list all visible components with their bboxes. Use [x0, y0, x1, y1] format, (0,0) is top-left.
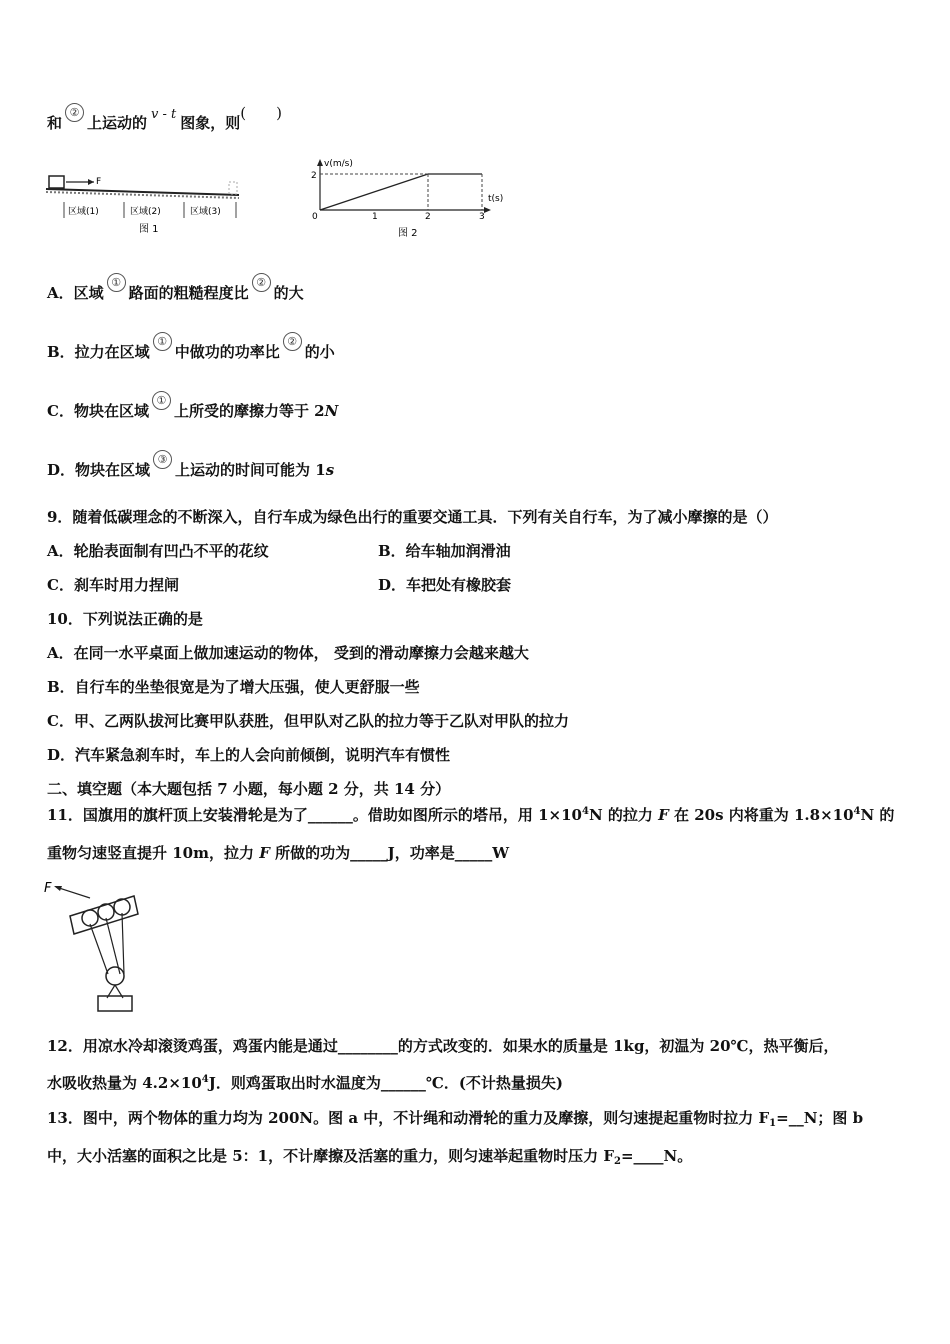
q12-line-1 [47, 1035, 839, 1056]
option-text: B．拉力在区域 [47, 343, 150, 361]
pulley-3 [114, 899, 130, 915]
pulley-2 [98, 904, 114, 920]
y-axis-label: v(m/s) [324, 159, 353, 169]
q11-text: W [492, 844, 510, 862]
answer-parentheses: ( ) [240, 104, 282, 122]
q13-text: N；图 b [803, 1109, 864, 1127]
circled-number: ② [252, 273, 271, 292]
q12-text: 的方式改变的．如果水的质量是 1kg，初温为 20℃，热平衡后， [397, 1037, 839, 1055]
figure-2-caption: 图 2 [398, 228, 418, 239]
force-symbol: F [658, 806, 669, 824]
q11-text: N 的 [860, 806, 895, 824]
x-tick-label: 3 [479, 212, 485, 222]
q10-option-a: A．在同一水平桌面上做加速运动的物体， 受到的滑动摩擦力会越来越大 [47, 644, 529, 662]
crane-force-label: F [44, 881, 52, 896]
y-tick-label: 2 [311, 171, 317, 181]
q8-option-a [47, 276, 304, 304]
q13-text: = [620, 1147, 634, 1165]
movable-pulley [106, 967, 124, 985]
q12-blank-2: ______ [380, 1074, 426, 1092]
x-axis-arrow [484, 207, 491, 213]
crane-figure [42, 878, 142, 1014]
zone-2-label: 区域(2) [130, 207, 161, 217]
q11-line-1 [47, 804, 894, 825]
q12-blank-1: ________ [337, 1037, 398, 1055]
q12-text: J．则鸡蛋取出时水温度为 [208, 1074, 381, 1092]
q10-option-b: B．自行车的坐垫很宽是为了增大压强，使人更舒服一些 [47, 678, 420, 696]
option-text: 中做功的功率比 [174, 343, 280, 361]
q13-line-2 [47, 1145, 692, 1166]
q9-option-c: C．刹车时用力捏闸 [47, 576, 179, 594]
q13-text: N。 [663, 1147, 693, 1165]
circled-number: ① [152, 391, 171, 410]
option-text: 的大 [273, 284, 304, 302]
q12-text: 水吸收热量为 4.2×10 [47, 1074, 202, 1092]
figure-1 [44, 168, 254, 238]
q9-option-b: B．给车轴加润滑油 [378, 542, 511, 560]
zone-1-label: 区域(1) [68, 207, 99, 217]
q11-text: 所做的功为 [269, 844, 351, 862]
q10-option-d: D．汽车紧急刹车时，车上的人会向前倾倒，说明汽车有惯性 [47, 746, 451, 764]
circled-number: ① [153, 332, 172, 351]
option-text: 上所受的摩擦力等于 2 [173, 402, 325, 420]
q11-blank-2: _____ [350, 844, 388, 862]
x-axis-label: t(s) [488, 194, 504, 204]
q13-line-1 [47, 1107, 863, 1128]
q11-blank-3: _____ [454, 844, 493, 862]
subscript: 2 [613, 1156, 621, 1167]
q10-stem: 10．下列说法正确的是 [47, 610, 203, 628]
option-text: C．物块在区域 [47, 402, 149, 420]
q9-option-a: A．轮胎表面制有凹凸不平的花纹 [47, 542, 269, 560]
origin-label: 0 [312, 212, 318, 222]
figure-2 [308, 156, 518, 240]
option-text: 上运动的时间可能为 1 [175, 461, 326, 479]
q11-text: N 的拉力 [588, 806, 659, 824]
crane-pull-rope [56, 887, 90, 898]
zone-3-label: 区域(3) [190, 207, 221, 217]
q12-text: 12．用凉水冷却滚烫鸡蛋，鸡蛋内能是通过 [47, 1037, 338, 1055]
section-2-heading: 二、填空题（本大题包括 7 小题，每小题 2 分，共 14 分） [47, 780, 451, 798]
circled-number: ③ [153, 450, 172, 469]
force-arrowhead [88, 179, 94, 185]
x-tick-label: 1 [372, 212, 378, 222]
circled-number: ② [283, 332, 302, 351]
option-text: A．区域 [47, 284, 104, 302]
superscript: 4 [853, 806, 861, 817]
force-label: F [96, 177, 102, 187]
y-axis-arrow [317, 159, 323, 166]
option-text: D．物块在区域 [47, 461, 151, 479]
circled-number: ① [107, 273, 126, 292]
q12-text: ℃．(不计热量损失) [425, 1074, 564, 1092]
circled-number: ② [65, 103, 84, 122]
pulley-1 [82, 910, 98, 926]
q11-text: 11．国旗用的旗杆顶上安装滑轮是为了 [47, 806, 308, 824]
q11-line-2 [47, 842, 509, 863]
q12-line-2 [47, 1072, 563, 1093]
force-symbol: F [259, 844, 270, 862]
unit-text: s [325, 461, 335, 479]
vt-symbol: v - t [151, 107, 177, 122]
q9-stem: 9．随着低碳理念的不断深入，自行车成为绿色出行的重要交通工具．下列有关自行车，为了减小摩擦的是（） [47, 508, 778, 526]
unit-text: N [324, 402, 339, 420]
crane-force-arrowhead [54, 886, 62, 891]
q8-option-b [47, 335, 335, 363]
figure-1-caption: 图 1 [139, 224, 159, 235]
q9-option-d: D．车把处有橡胶套 [378, 576, 512, 594]
x-tick-label: 2 [425, 212, 431, 222]
superscript: 4 [201, 1074, 209, 1085]
crane-rope [106, 918, 120, 974]
q8-option-d [47, 453, 335, 481]
q11-text: 。借助如图所示的塔吊，用 1×10 [352, 806, 582, 824]
q11-text: J，功率是 [387, 844, 455, 862]
q10-option-c: C．甲、乙两队拔河比赛甲队获胜，但甲队对乙队的拉力等于乙队对甲队的拉力 [47, 712, 569, 730]
q11-blank-1: ______ [307, 806, 353, 824]
crane-rope [90, 924, 108, 974]
heavy-load [98, 996, 132, 1011]
superscript: 4 [582, 806, 589, 817]
q13-text: 中，大小活塞的面积之比是 5：1，不计摩擦及活塞的重力，则匀速举起重物时压力 F [47, 1147, 614, 1165]
intro-line [47, 104, 282, 134]
option-text: 的小 [304, 343, 335, 361]
intro-text-1: 和 [47, 114, 63, 132]
block-shape [49, 176, 64, 188]
crane-rope [122, 913, 124, 974]
q13-blank-1: __ [788, 1109, 804, 1127]
intro-text-2: 上运动的 [87, 114, 148, 132]
q11-text: 在 20s 内将重为 1.8×10 [668, 806, 854, 824]
q8-option-c [47, 394, 339, 422]
q13-text: 13．图中，两个物体的重力均为 200N。图 a 中，不计绳和动滑轮的重力及摩擦，则匀速提起重物时拉力 F [47, 1109, 770, 1127]
q11-text: 重物匀速竖直提升 10m，拉力 [47, 844, 260, 862]
block-end-position [229, 182, 237, 194]
option-text: 路面的粗糙程度比 [128, 284, 249, 302]
subscript: 1 [769, 1118, 777, 1129]
q13-text: = [776, 1109, 789, 1127]
q13-blank-2: ____ [633, 1147, 664, 1165]
velocity-line-rising [320, 174, 428, 210]
intro-text-3: 图象，则 [180, 114, 241, 132]
